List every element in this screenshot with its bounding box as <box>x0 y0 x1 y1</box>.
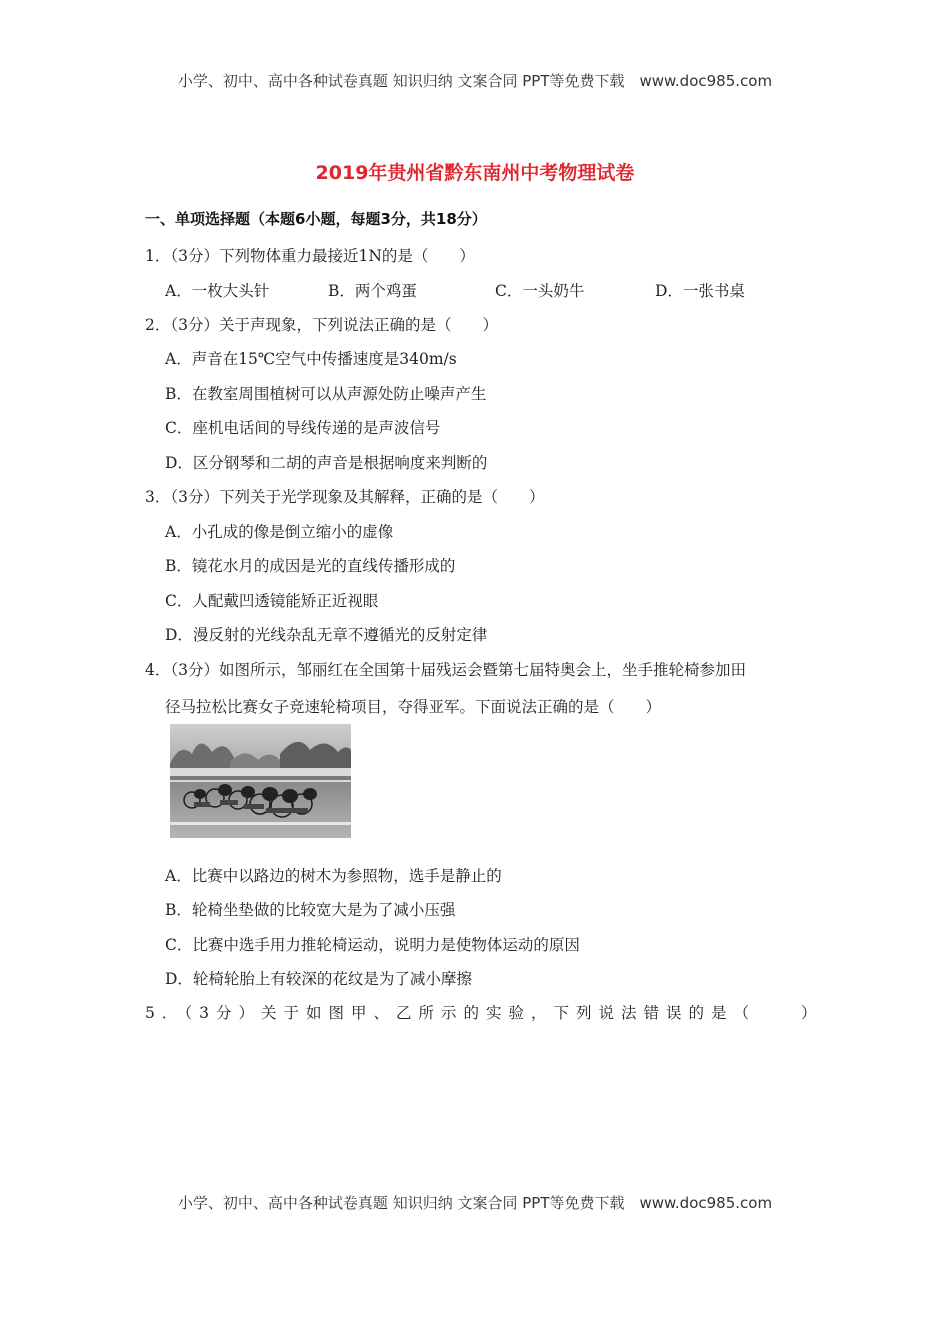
page-footer: 小学、初中、高中各种试卷真题 知识归纳 文案合同 PPT等免费下载 www.doc985.com <box>177 1194 773 1212</box>
page-title: 2019年贵州省黔东南州中考物理试卷 <box>315 162 635 184</box>
page-header: 小学、初中、高中各种试卷真题 知识归纳 文案合同 PPT等免费下载 www.doc985.com <box>177 72 773 90</box>
question-1-option-b: B．两个鸡蛋 <box>328 282 417 300</box>
question-4-option-b: B．轮椅坐垫做的比较宽大是为了减小压强 <box>165 901 456 919</box>
question-4-option-d: D．轮椅轮胎上有较深的花纹是为了减小摩擦 <box>165 970 472 988</box>
section-heading: 一、单项选择题（本题6小题，每题3分，共18分） <box>145 210 487 228</box>
question-2-option-d: D．区分钢琴和二胡的声音是根据响度来判断的 <box>165 454 488 472</box>
question-1-stem: 1．（3分）下列物体重力最接近1N的是（ ） <box>145 247 475 265</box>
question-3-option-c: C．人配戴凹透镜能矫正近视眼 <box>165 592 379 610</box>
question-5-stem: 5．（3分）关于如图甲、乙所示的实验，下列说法错误的是（ ） <box>145 1004 824 1022</box>
question-3-stem: 3．（3分）下列关于光学现象及其解释，正确的是（ ） <box>145 488 545 506</box>
question-3-option-b: B．镜花水月的成因是光的直线传播形成的 <box>165 557 456 575</box>
question-4-option-a: A．比赛中以路边的树木为参照物，选手是静止的 <box>165 867 502 885</box>
question-1-option-c: C．一头奶牛 <box>495 282 585 300</box>
question-2-option-c: C．座机电话间的导线传递的是声波信号 <box>165 419 441 437</box>
question-4-stem-line-1: 4．（3分）如图所示，邹丽红在全国第十届残运会暨第七届特奥会上，坐手推轮椅参加田 <box>145 661 746 679</box>
question-2-option-b: B．在教室周围植树可以从声源处防止噪声产生 <box>165 385 487 403</box>
question-4-stem-line-2: 径马拉松比赛女子竞速轮椅项目，夺得亚军。下面说法正确的是（ ） <box>165 698 662 716</box>
question-1-option-a: A．一枚大头针 <box>165 282 270 300</box>
question-3-option-d: D．漫反射的光线杂乱无章不遵循光的反射定律 <box>165 626 488 644</box>
question-2-stem: 2．（3分）关于声现象，下列说法正确的是（ ） <box>145 316 498 334</box>
question-4-option-c: C．比赛中选手用力推轮椅运动，说明力是使物体运动的原因 <box>165 936 580 954</box>
question-3-option-a: A．小孔成的像是倒立缩小的虚像 <box>165 523 394 541</box>
wheelchair-race-photo <box>170 724 351 838</box>
question-1-option-d: D．一张书桌 <box>655 282 745 300</box>
question-2-option-a: A．声音在15℃空气中传播速度是340m/s <box>165 350 457 368</box>
